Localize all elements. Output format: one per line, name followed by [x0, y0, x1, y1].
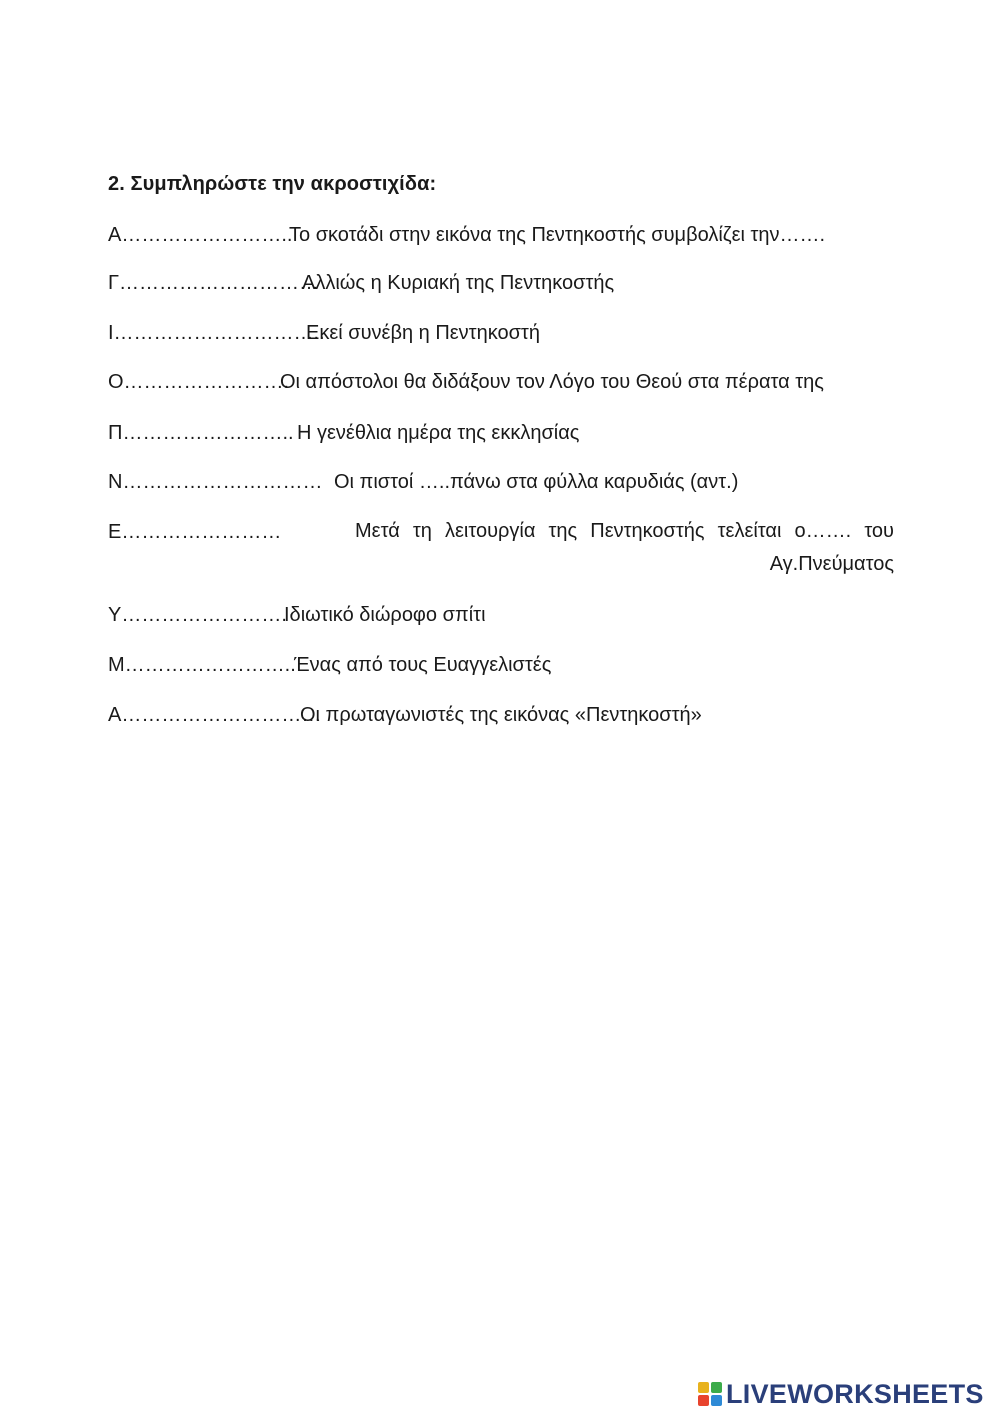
answer-blank[interactable]: Μ…………………….. [108, 654, 296, 676]
clue-text: Αλλιώς η Κυριακή της Πεντηκοστής [302, 272, 615, 294]
answer-blank[interactable]: Α…………………….. [108, 224, 293, 246]
clue-text: Οι απόστολοι θα διδάξουν τον Λόγο του Θεού στα πέρατα της [280, 371, 824, 393]
answer-blank[interactable]: Ι………………………….. [108, 322, 325, 344]
clue-text: Οι πιστοί …..πάνω στα φύλλα καρυδιάς (αντ.) [334, 471, 739, 493]
answer-blank[interactable]: Ν………………………… [108, 471, 323, 493]
liveworksheets-logo-text: LIVEWORKSHEETS [726, 1378, 984, 1409]
clue-text: Το σκοτάδι στην εικόνα της Πεντηκοστής συμβολίζει την……. [289, 224, 826, 246]
liveworksheets-logo-icon [698, 1382, 722, 1406]
answer-blank[interactable]: Ε…………………… [108, 521, 282, 543]
clue-text: Ιδιωτικό διώροφο σπίτι [284, 604, 486, 626]
answer-blank[interactable]: Ο……………………. [108, 371, 290, 393]
answer-blank[interactable]: Υ……………………. [108, 604, 287, 626]
clue-text: Μετά τη λειτουργία της Πεντηκοστής τελείται ο……. του Αγ.Πνεύματος [355, 520, 894, 575]
exercise-heading: 2. Συμπληρώστε την ακροστιχίδα: [108, 173, 437, 195]
clue-text: Οι πρωταγωνιστές της εικόνας «Πεντηκοστή» [300, 704, 702, 726]
clue-text: Ένας από τους Ευαγγελιστές [294, 654, 552, 676]
answer-blank[interactable]: Α………………………… [108, 704, 322, 726]
clue-text: Η γενέθλια ημέρα της εκκλησίας [297, 422, 580, 444]
liveworksheets-logo [698, 1378, 984, 1410]
answer-blank[interactable]: Π…………………….. [108, 422, 294, 444]
clue-text: Εκεί συνέβη η Πεντηκοστή [306, 322, 540, 344]
answer-blank[interactable]: Γ………………………… [108, 272, 320, 294]
